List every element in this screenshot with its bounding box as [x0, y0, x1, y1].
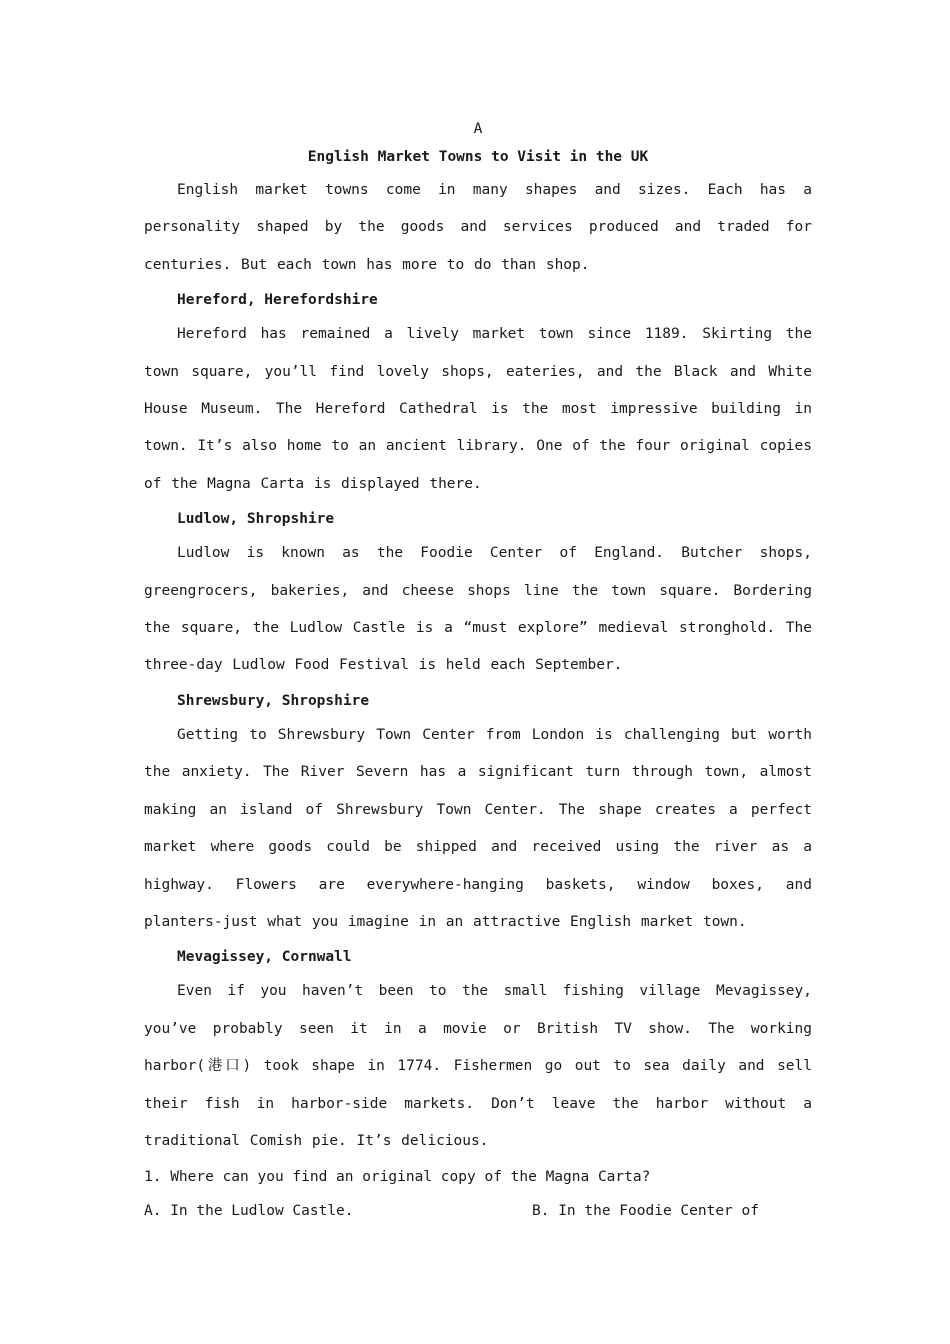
question-1-options [144, 1194, 812, 1228]
heading-ludlow: Ludlow, Shropshire [177, 511, 335, 528]
paragraph-ludlow: Ludlow is known as the Foodie Center of England. Butcher shops, greengrocers, bakeries, and cheese shops line the town square. Bordering the square, the Ludlow Castle is a “must explore” medieval stronghold. The three-day Ludlow Food Festival is held each September. [144, 545, 812, 674]
article-title: English Market Towns to Visit in the UK [307, 149, 649, 165]
option-b: B. In the Foodie Center of [532, 1203, 759, 1220]
article-column [144, 116, 812, 1228]
option-a: A. In the Ludlow Castle. [144, 1203, 354, 1220]
question-1: 1. Where can you find an original copy of the Magna Carta? [144, 1169, 651, 1186]
paragraph-shrewsbury: Getting to Shrewsbury Town Center from London is challenging but worth the anxiety. The River Severn has a significant turn through town, almost making an island of Shrewsbury Town Center. The shape creates a perfect market where goods could be shipped and received using the river as a highway. Flowers are everywhere-hanging baskets, window boxes, and planters-just what you imagine in an attractive English market town. [144, 726, 812, 930]
heading-mevagissey: Mevagissey, Cornwall [177, 949, 352, 966]
section-label: A [473, 121, 483, 137]
heading-hereford: Hereford, Herefordshire [177, 292, 378, 309]
heading-shrewsbury: Shrewsbury, Shropshire [177, 692, 370, 709]
intro-paragraph: English market towns come in many shapes and sizes. Each has a personality shaped by the goods and services produced and traded for centuries. But each town has more to do than shop. [144, 182, 812, 273]
paragraph-mevagissey: Even if you haven’t been to the small fishing village Mevagissey, you’ve probably seen it in a movie or British TV show. The working harbor(港口) took shape in 1774. Fishermen go out to sea daily and sell their fish in harbor-side markets. Don’t leave the harbor without a traditional Comish pie. It’s delicious. [144, 983, 812, 1149]
paragraph-hereford: Hereford has remained a lively market town since 1189. Skirting the town square, you’ll find lovely shops, eateries, and the Black and White House Museum. The Hereford Cathedral is the most impressive building in town. It’s also home to an ancient library. One of the four original copies of the Magna Carta is displayed there. [144, 326, 812, 492]
